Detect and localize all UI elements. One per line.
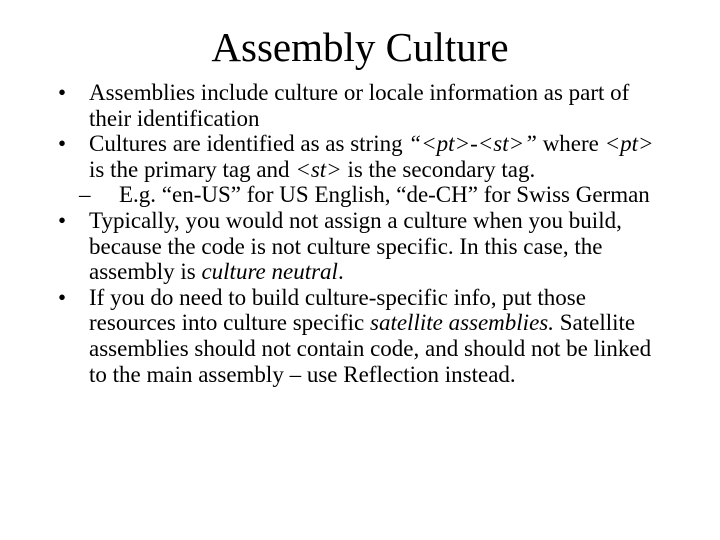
sub-bullet-1 xyxy=(58,182,668,208)
bullet-marker: • xyxy=(58,284,67,310)
bullet-2-pt-tag: <pt> xyxy=(604,131,654,157)
slide-title: Assembly Culture xyxy=(211,24,509,70)
bullet-4-text-b: Satellite assemblies should not contain code, and should not be linked to the main assembly – use Reflection instead. xyxy=(89,310,652,387)
bullet-2-text-c: is the primary tag and xyxy=(89,156,296,182)
bullet-marker: • xyxy=(58,80,67,105)
sub-bullet-1-text: E.g. “en-US” for US English, “de-CH” for Swiss German xyxy=(119,182,650,208)
bullet-1-text: Assemblies include culture or locale information as part of their identification xyxy=(89,80,630,131)
bullet-3-emphasis: culture neutral xyxy=(201,259,338,285)
bullet-3 xyxy=(58,208,668,285)
bullet-2-text-a: Cultures are identified as as string xyxy=(89,131,409,157)
bullet-2-format-string: “<pt>-<st>” xyxy=(408,131,537,157)
slide-body xyxy=(58,80,668,387)
bullet-3-text-a: Typically, you would not assign a culture when you build, because the code is not culture specific. In this case, the assembly is xyxy=(89,207,622,285)
bullet-3-text-b: . xyxy=(337,259,344,285)
bullet-4-emphasis: satellite assemblies. xyxy=(370,310,554,336)
bullet-4-text-a: If you do need to build culture-specific info, put those resources into culture specific xyxy=(89,284,586,336)
bullet-marker: • xyxy=(58,131,67,157)
bullet-4 xyxy=(58,285,668,387)
bullet-marker: • xyxy=(58,207,67,233)
bullet-2 xyxy=(58,131,668,182)
bullet-1 xyxy=(58,80,668,131)
sub-bullet-marker: – xyxy=(79,182,91,208)
bullet-2-text-d: is the secondary tag. xyxy=(341,156,536,182)
bullet-2-st-tag: <st> xyxy=(295,156,342,182)
bullet-2-text-b: where xyxy=(536,131,605,157)
